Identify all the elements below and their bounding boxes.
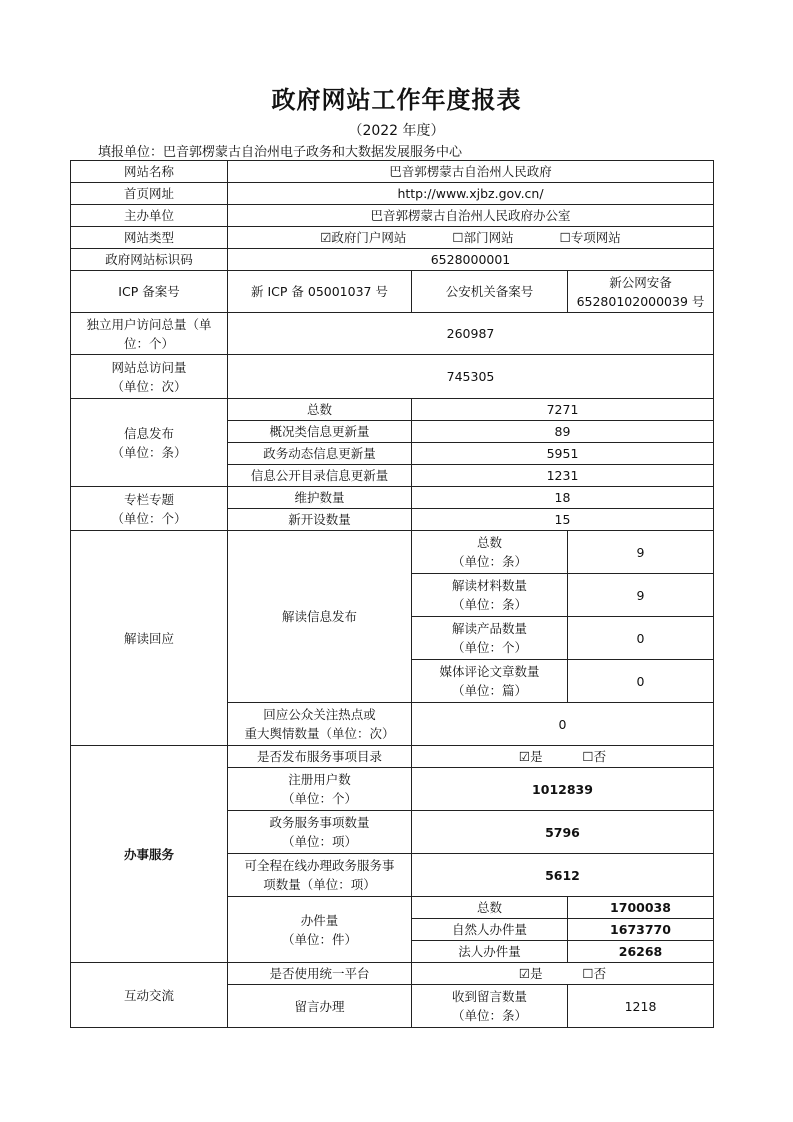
unique-visitors-label: 独立用户访问总量（单 位：个） bbox=[71, 313, 228, 355]
site-type-special-checkbox: ☐专项网站 bbox=[559, 230, 621, 245]
site-name-label: 网站名称 bbox=[71, 161, 228, 183]
info-overview-label: 概况类信息更新量 bbox=[228, 421, 412, 443]
home-url-label: 首页网址 bbox=[71, 183, 228, 205]
sponsor-value: 巴音郭楞蒙古自治州人民政府办公室 bbox=[228, 205, 714, 227]
info-total-label: 总数 bbox=[228, 399, 412, 421]
service-cases-label: 办件量 （单位：件） bbox=[228, 897, 412, 963]
interpret-total-value: 9 bbox=[568, 531, 714, 574]
interpret-media-label: 媒体评论文章数量 （单位：篇） bbox=[412, 660, 568, 703]
columns-maintain-value: 18 bbox=[412, 487, 714, 509]
columns-maintain-label: 维护数量 bbox=[228, 487, 412, 509]
info-catalog-label: 信息公开目录信息更新量 bbox=[228, 465, 412, 487]
info-catalog-value: 1231 bbox=[412, 465, 714, 487]
service-items-value: 5796 bbox=[412, 811, 714, 854]
service-users-label: 注册用户数 （单位：个） bbox=[228, 768, 412, 811]
interaction-received-value: 1218 bbox=[568, 985, 714, 1028]
interpret-label: 解读回应 bbox=[71, 531, 228, 746]
service-catalog-label: 是否发布服务事项目录 bbox=[228, 746, 412, 768]
interaction-received-label: 收到留言数量 （单位：条） bbox=[412, 985, 568, 1028]
service-online-label: 可全程在线办理政务服务事 项数量（单位：项） bbox=[228, 854, 412, 897]
service-label: 办事服务 bbox=[71, 746, 228, 963]
service-items-label: 政务服务事项数量 （单位：项） bbox=[228, 811, 412, 854]
interpret-product-label: 解读产品数量 （单位：个） bbox=[412, 617, 568, 660]
service-users-value: 1012839 bbox=[412, 768, 714, 811]
police-record-value: 新公网安备 65280102000039 号 bbox=[568, 271, 714, 313]
site-code-value: 6528000001 bbox=[228, 249, 714, 271]
interaction-message-label: 留言办理 bbox=[228, 985, 412, 1028]
icp-label: ICP 备案号 bbox=[71, 271, 228, 313]
columns-new-value: 15 bbox=[412, 509, 714, 531]
interpret-material-value: 9 bbox=[568, 574, 714, 617]
interpret-media-value: 0 bbox=[568, 660, 714, 703]
icp-value: 新 ICP 备 05001037 号 bbox=[228, 271, 412, 313]
interpret-hotspot-label: 回应公众关注热点或 重大舆情数量（单位：次） bbox=[228, 703, 412, 746]
interpret-publish-label: 解读信息发布 bbox=[228, 531, 412, 703]
home-url-value: http://www.xjbz.gov.cn/ bbox=[228, 183, 714, 205]
site-type-dept-checkbox: ☐部门网站 bbox=[452, 230, 514, 245]
site-type-options bbox=[228, 227, 714, 249]
interpret-material-label: 解读材料数量 （单位：条） bbox=[412, 574, 568, 617]
info-total-value: 7271 bbox=[412, 399, 714, 421]
service-legal-label: 法人办件量 bbox=[412, 941, 568, 963]
info-overview-value: 89 bbox=[412, 421, 714, 443]
site-type-portal-checkbox: ☑政府门户网站 bbox=[320, 230, 407, 245]
page-views-value: 745305 bbox=[228, 355, 714, 399]
columns-label: 专栏专题 （单位：个） bbox=[71, 487, 228, 531]
service-natural-label: 自然人办件量 bbox=[412, 919, 568, 941]
report-year: （2022 年度） bbox=[348, 123, 445, 139]
report-table bbox=[70, 160, 714, 1028]
interpret-product-value: 0 bbox=[568, 617, 714, 660]
info-dynamic-label: 政务动态信息更新量 bbox=[228, 443, 412, 465]
service-online-value: 5612 bbox=[412, 854, 714, 897]
service-catalog-value: ☑是 ☐否 bbox=[412, 746, 714, 768]
columns-new-label: 新开设数量 bbox=[228, 509, 412, 531]
interaction-platform-value: ☑是 ☐否 bbox=[412, 963, 714, 985]
page-views-label: 网站总访问量 （单位：次） bbox=[71, 355, 228, 399]
police-record-label: 公安机关备案号 bbox=[412, 271, 568, 313]
site-type-label: 网站类型 bbox=[71, 227, 228, 249]
report-title: 政府网站工作年度报表 bbox=[271, 86, 522, 114]
service-legal-value: 26268 bbox=[568, 941, 714, 963]
interpret-hotspot-value: 0 bbox=[412, 703, 714, 746]
service-natural-value: 1673770 bbox=[568, 919, 714, 941]
site-code-label: 政府网站标识码 bbox=[71, 249, 228, 271]
site-name-value: 巴音郭楞蒙古自治州人民政府 bbox=[228, 161, 714, 183]
interaction-platform-label: 是否使用统一平台 bbox=[228, 963, 412, 985]
service-cases-total-label: 总数 bbox=[412, 897, 568, 919]
info-dynamic-value: 5951 bbox=[412, 443, 714, 465]
interaction-label: 互动交流 bbox=[71, 963, 228, 1028]
info-publish-label: 信息发布 （单位：条） bbox=[71, 399, 228, 487]
interpret-total-label: 总数 （单位：条） bbox=[412, 531, 568, 574]
sponsor-label: 主办单位 bbox=[71, 205, 228, 227]
reporting-unit: 填报单位：巴音郭楞蒙古自治州电子政务和大数据发展服务中心 bbox=[98, 145, 463, 160]
unique-visitors-value: 260987 bbox=[228, 313, 714, 355]
service-cases-total-value: 1700038 bbox=[568, 897, 714, 919]
